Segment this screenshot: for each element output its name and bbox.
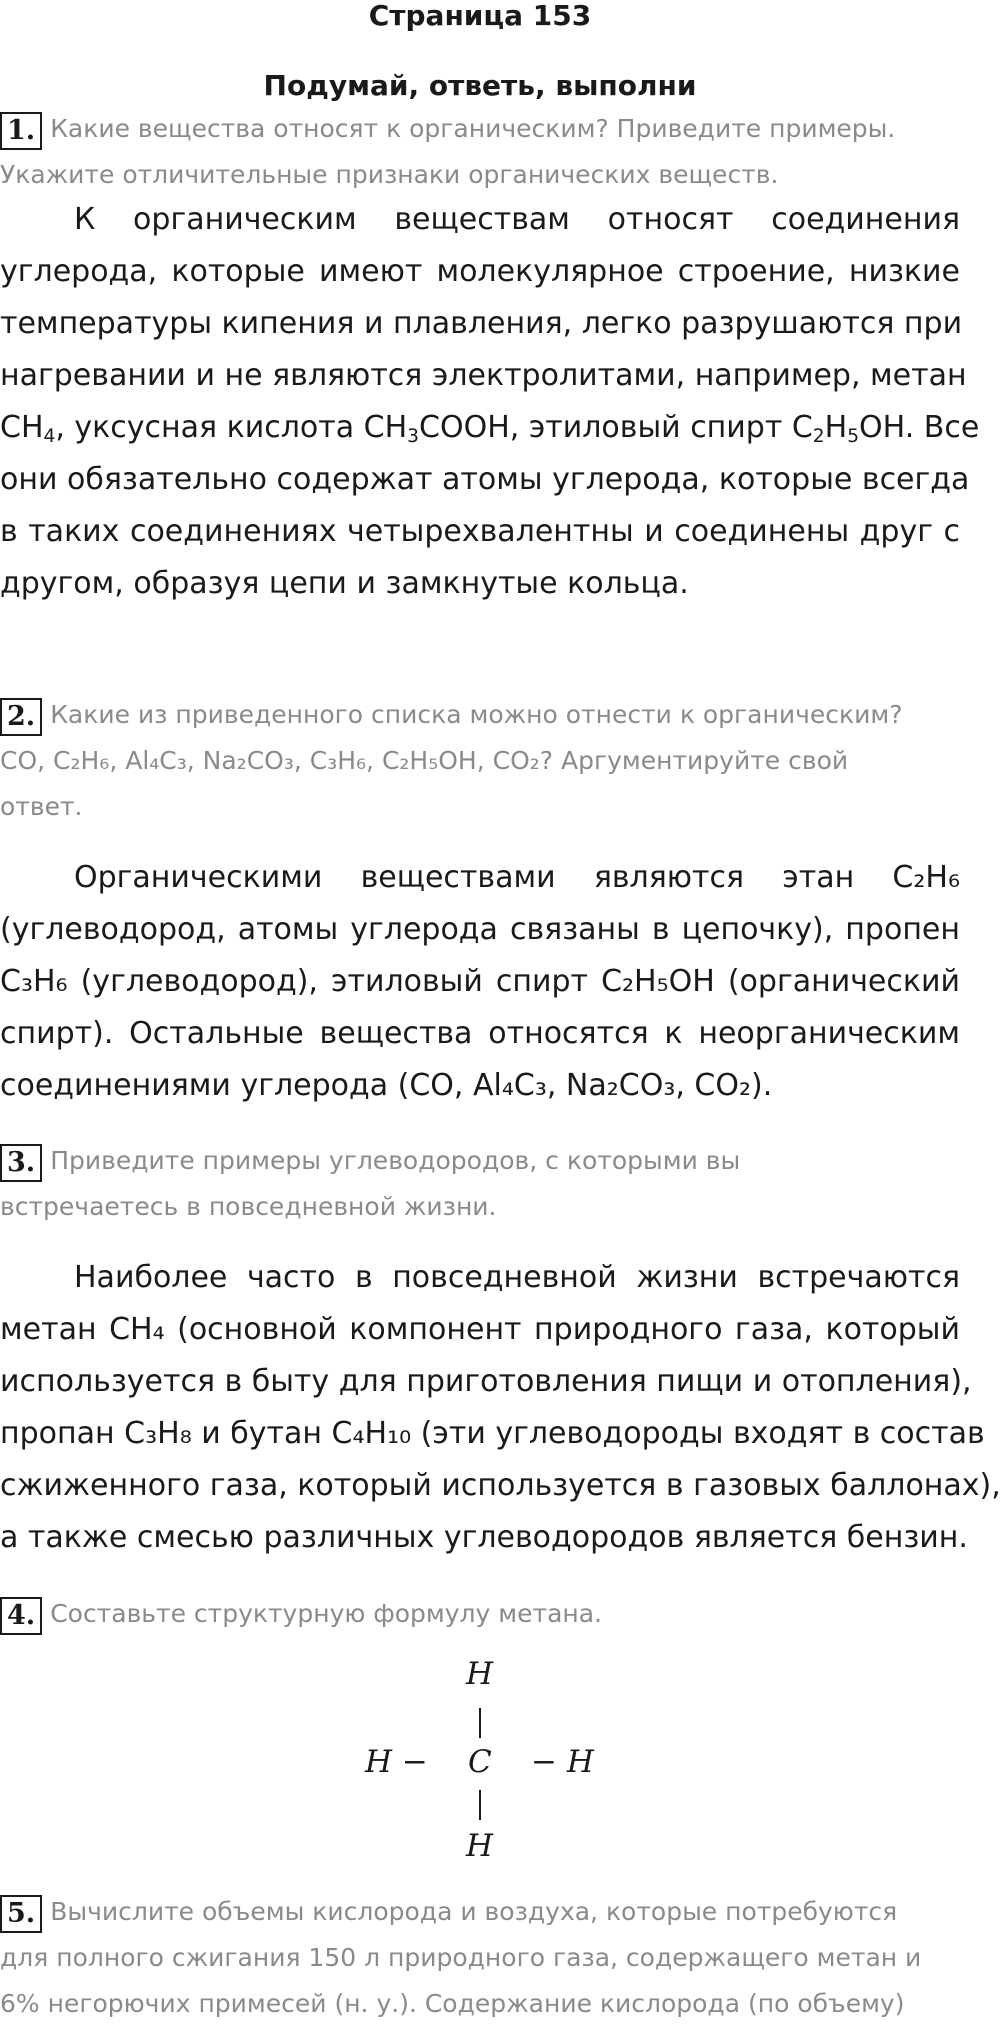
question-2 xyxy=(0,692,960,830)
answer-line: C₃H₆ (углеводород), этиловый спирт C₂H₅OH (органический xyxy=(0,964,960,999)
question-text: 6% негорючих примесей (н. у.). Содержание кислорода (по объему) xyxy=(0,1989,905,2018)
answer-line: $CH_4$, уксусная кислота $CH_3COOH$, этиловый спирт $C_2H_5OH$. Все xyxy=(0,410,980,448)
question-text: CO, C₂H₆, Al₄C₃, Na₂CO₃, C₃H₆, C₂H₅OH, CO₂? Аргументируйте свой xyxy=(0,746,849,775)
question-number: 5. xyxy=(0,1895,42,1933)
answer-line: другом, образуя цепи и замкнутые кольца. xyxy=(0,566,689,601)
answer-line: нагревании и не являются электролитами, например, метан xyxy=(0,358,967,393)
question-text: Приведите примеры углеводородов, с которыми вы xyxy=(50,1146,741,1175)
question-text: Какие из приведенного списка можно отнести к органическим? xyxy=(50,700,903,729)
answer-line: сжиженного газа, который используется в газовых баллонах), xyxy=(0,1468,1001,1503)
answer-line: спирт). Остальные вещества относятся к неорганическим xyxy=(0,1016,960,1051)
answer-line: Наиболее часто в повседневной жизни встречаются xyxy=(74,1260,960,1295)
page-number-title: Страница 153 xyxy=(368,0,592,32)
question-text: встречаетесь в повседневной жизни. xyxy=(0,1192,497,1221)
answer-line: пропан C₃H₈ и бутан C₄H₁₀ (эти углеводороды входят в состав xyxy=(0,1416,985,1451)
answer-line: Органическими веществами являются этан C₂H₆ xyxy=(74,860,960,895)
answer-line: углерода, которые имеют молекулярное строение, низкие xyxy=(0,254,960,289)
question-3 xyxy=(0,1138,960,1230)
formula-atom-h-top: H xyxy=(466,1656,494,1692)
question-4 xyxy=(0,1591,960,1637)
question-text: Составьте структурную формулу метана. xyxy=(50,1599,603,1628)
answer-line: соединениями углерода (CO, Al₄C₃, Na₂CO₃, CO₂). xyxy=(0,1068,773,1103)
formula-atom-h-left: H − xyxy=(365,1744,428,1780)
question-number: 4. xyxy=(0,1597,42,1635)
answer-line: метан CH₄ (основной компонент природного газа, который xyxy=(0,1312,960,1347)
question-text: для полного сжигания 150 л природного газа, содержащего метан и xyxy=(0,1943,922,1972)
question-1 xyxy=(0,106,960,198)
question-number: 3. xyxy=(0,1144,42,1182)
answer-line: в таких соединениях четырехвалентны и соединены друг с xyxy=(0,514,960,549)
answer-line: используется в быту для приготовления пищи и отопления), xyxy=(0,1364,972,1399)
answer-1 xyxy=(0,194,980,610)
formula-bond-top xyxy=(479,1708,481,1738)
answer-line: (углеводород, атомы углерода связаны в цепочку), пропен xyxy=(0,912,960,947)
answer-line: температуры кипения и плавления, легко разрушаются при xyxy=(0,306,963,341)
question-text: Какие вещества относят к органическим? Приведите примеры. xyxy=(50,114,896,143)
formula-bond-bottom xyxy=(479,1790,481,1820)
answer-2 xyxy=(0,852,960,1112)
section-title: Подумай, ответь, выполни xyxy=(263,69,697,102)
formula-atom-h-right: − H xyxy=(531,1744,594,1780)
question-text: ответ. xyxy=(0,792,83,821)
formula-atom-h-bottom: H xyxy=(466,1828,494,1864)
question-number: 2. xyxy=(0,698,42,736)
answer-line: К органическим веществам относят соединения xyxy=(74,202,960,237)
question-text: Укажите отличительные признаки органических веществ. xyxy=(0,160,779,189)
question-text: Вычислите объемы кислорода и воздуха, которые потребуются xyxy=(50,1897,898,1926)
answer-3 xyxy=(0,1252,1001,1564)
formula-atom-c: C xyxy=(468,1744,492,1780)
question-number: 1. xyxy=(0,112,42,150)
answer-line: а также смесью различных углеводородов является бензин. xyxy=(0,1520,968,1555)
answer-line: они обязательно содержат атомы углерода, которые всегда xyxy=(0,462,970,497)
question-5 xyxy=(0,1889,960,2027)
